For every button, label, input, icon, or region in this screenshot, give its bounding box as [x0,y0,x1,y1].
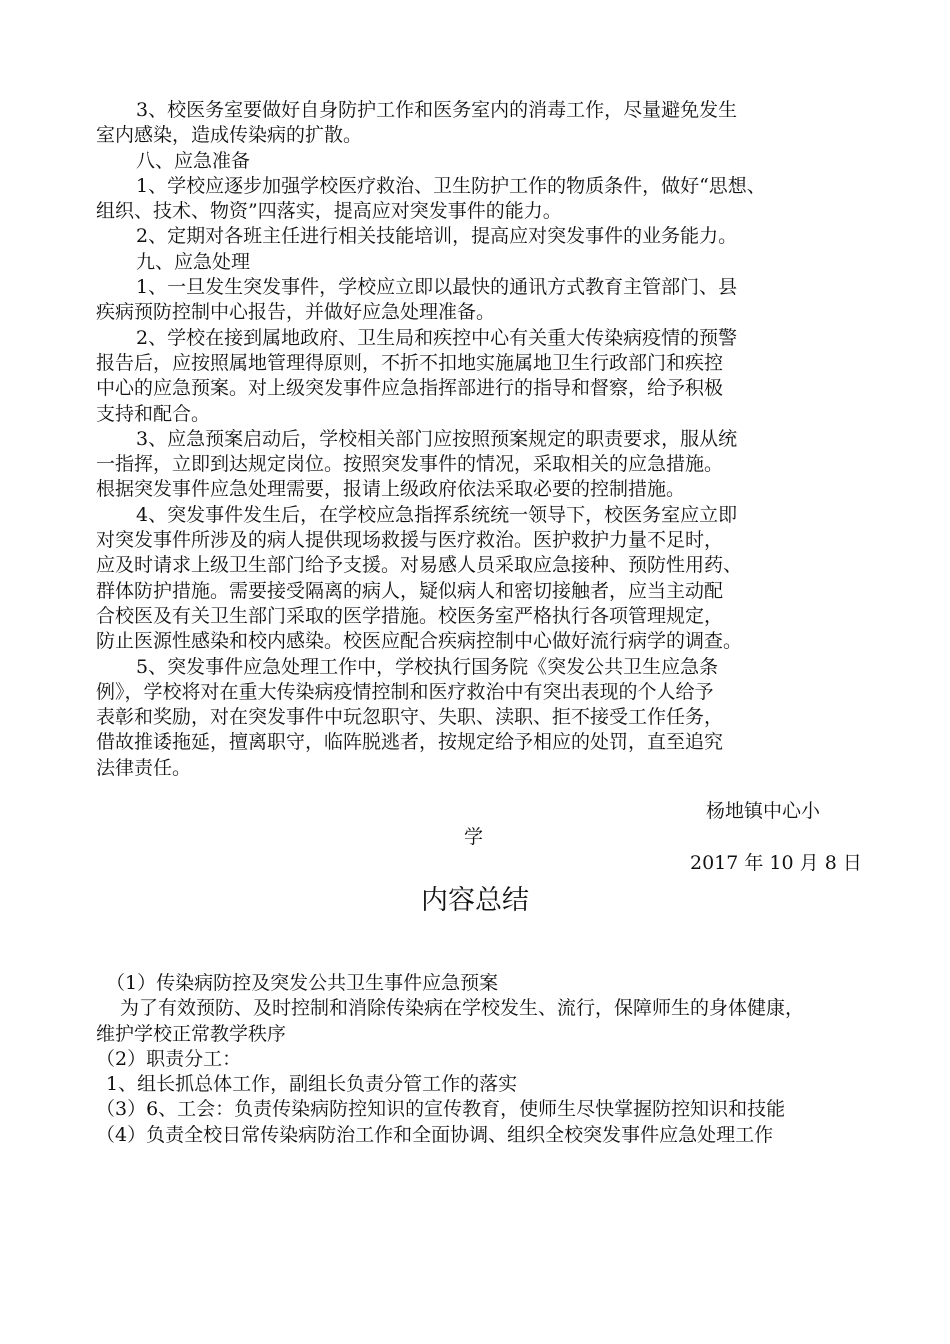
summary-line: （2）职责分工： [96,1047,242,1070]
body-line: 3、应急预案启动后，学校相关部门应按照预案规定的职责要求，服从统 [136,427,738,450]
body-line: 4、突发事件发生后，在学校应急指挥系统统一领导下，校医务室应立即 [136,503,738,526]
body-line: 组织、技术、物资”四落实，提高应对突发事件的能力。 [96,200,562,223]
body-text [96,98,866,781]
body-line: 根据突发事件应急处理需要，报请上级政府依法采取必要的控制措施。 [96,478,686,501]
body-line: 室内感染，造成传染病的扩散。 [96,124,363,147]
body-line: 群体防护措施。需要接受隔离的病人，疑似病人和密切接触者，应当主动配 [96,579,724,602]
body-line: 报告后，应按照属地管理得原则，不折不扣地实施属地卫生行政部门和疾控 [96,351,724,374]
summary-line: （4）负责全校日常传染病防治工作和全面协调、组织全校突发事件应急处理工作 [96,1123,774,1146]
body-line: 借故推诿拖延，擅离职守，临阵脱逃者，按规定给予相应的处罚，直至追究 [96,731,724,754]
summary-title: 内容总结 [421,885,529,916]
summary-line: 维护学校正常教学秩序 [96,1022,287,1045]
body-line: 1、一旦发生突发事件，学校应立即以最快的通讯方式教育主管部门、县 [136,276,738,299]
body-line: 疾病预防控制中心报告，并做好应急处理准备。 [96,301,496,324]
body-line: 表彰和奖励，对在突发事件中玩忽职守、失职、渎职、拒不接受工作任务， [96,706,724,729]
body-line: 法律责任。 [96,756,192,779]
body-line: 1、学校应逐步加强学校医疗救治、卫生防护工作的物质条件，做好“思想、 [136,174,766,197]
summary-line: （3）6、工会：负责传染病防控知识的宣传教育，使师生尽快掌握防控知识和技能 [96,1098,786,1121]
body-line: 防止医源性感染和校内感染。校医应配合疾病控制中心做好流行病学的调查。 [96,630,743,653]
body-line: 例》，学校将对在重大传染病疫情控制和医疗救治中有突出表现的个人给予 [96,680,714,703]
summary-section [96,971,886,1148]
signature-date: 2017 年 10 月 8 日 [690,852,862,874]
body-line: 八、应急准备 [136,149,251,172]
body-line: 中心的应急预案。对上级突发事件应急指挥部进行的指导和督察，给予积极 [96,377,724,400]
summary-line: 1、组长抓总体工作，副组长负责分管工作的落实 [106,1073,518,1096]
body-line: 2、学校在接到属地政府、卫生局和疾控中心有关重大传染病疫情的预警 [136,326,738,349]
signature-line-1: 杨地镇中心小 [706,800,821,822]
signature-line-2: 学 [464,826,484,848]
summary-line: 为了有效预防、及时控制和消除传染病在学校发生、流行，保障师生的身体健康， [120,997,805,1020]
body-line: 应及时请求上级卫生部门给予支援。对易感人员采取应急接种、预防性用药、 [96,554,743,577]
body-line: 一指挥，立即到达规定岗位。按照突发事件的情况，采取相关的应急措施。 [96,453,724,476]
body-line: 合校医及有关卫生部门采取的医学措施。校医务室严格执行各项管理规定， [96,604,724,627]
body-line: 支持和配合。 [96,402,211,425]
body-line: 九、应急处理 [136,250,251,273]
body-line: 3、校医务室要做好自身防护工作和医务室内的消毒工作，尽量避免发生 [136,99,738,121]
body-line: 对突发事件所涉及的病人提供现场救援与医疗救治。医护救护力量不足时， [96,529,724,552]
body-line: 2、定期对各班主任进行相关技能培训，提高应对突发事件的业务能力。 [136,225,738,248]
summary-line: （1）传染病防控及突发公共卫生事件应急预案 [106,972,499,994]
body-line: 5、突发事件应急处理工作中，学校执行国务院《突发公共卫生应急条 [136,655,719,678]
